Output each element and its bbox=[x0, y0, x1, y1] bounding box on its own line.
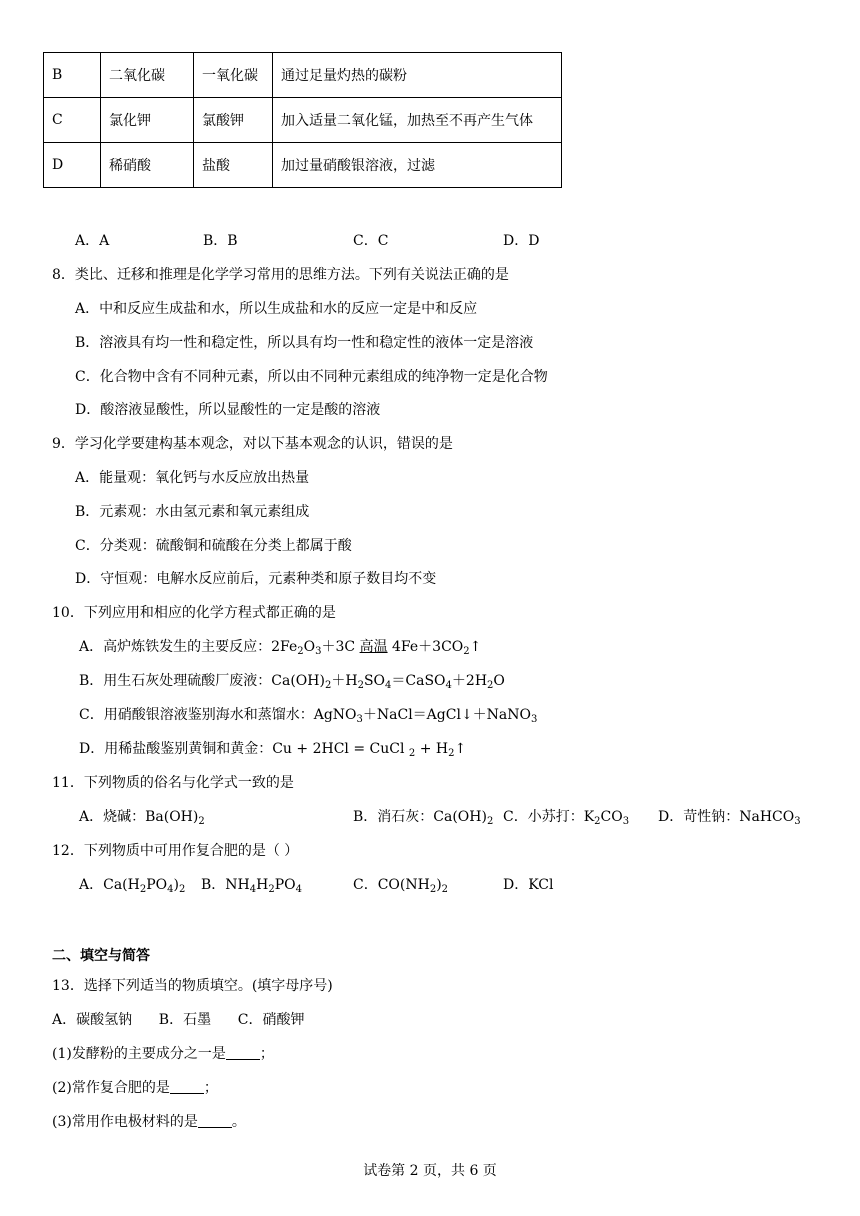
q12-stem: 12．下列物质中可用作复合肥的是（ ） bbox=[52, 843, 299, 859]
row-substance: 氯化钾 bbox=[101, 98, 194, 143]
q10-c-text: C．用硝酸银溶液鉴别海水和蒸馏水：AgNO bbox=[79, 707, 357, 723]
q13-item-1-end: ； bbox=[259, 1046, 274, 1062]
q7-option-b[interactable]: B．B bbox=[203, 233, 238, 249]
q8-option-c[interactable]: C．化合物中含有不同种元素，所以由不同种元素组成的纯净物一定是化合物 bbox=[75, 369, 548, 385]
q9-option-a[interactable]: A．能量观：氧化钙与水反应放出热量 bbox=[75, 470, 310, 486]
q9-stem: 9．学习化学要建构基本观念，对以下基本观念的认识，错误的是 bbox=[52, 436, 453, 452]
q10-option-d[interactable]: D．用稀盐酸鉴别黄铜和黄金：Cu + 2HCl = CuCl $_2 + H_2↑$ bbox=[79, 741, 467, 759]
table-row bbox=[44, 143, 562, 188]
q11-stem: 11．下列物质的俗名与化学式一致的是 bbox=[52, 775, 294, 791]
q9-option-c[interactable]: C．分类观：硫酸铜和硫酸在分类上都属于酸 bbox=[75, 538, 352, 554]
q13-item-2-end: ； bbox=[203, 1080, 218, 1096]
q10-stem: 10．下列应用和相应的化学方程式都正确的是 bbox=[52, 605, 336, 621]
row-method: 加过量硝酸银溶液，过滤 bbox=[273, 143, 562, 188]
q11-d-text: D．苛性钠：NaHCO bbox=[658, 809, 795, 825]
q13-item-1-text: (1)发酵粉的主要成分之一是 bbox=[52, 1046, 226, 1062]
q11-c-text: C．小苏打：K bbox=[503, 809, 595, 825]
table-row bbox=[44, 53, 562, 98]
q13-item-3-text: (3)常用作电极材料的是 bbox=[52, 1114, 198, 1130]
q13-item-3-end: 。 bbox=[231, 1114, 246, 1130]
q12-a-text: A．Ca(H bbox=[79, 877, 140, 893]
q10-d-prefix: D．用稀盐酸鉴别黄铜和黄金：Cu + 2HCl = CuCl bbox=[79, 741, 405, 757]
q10-option-b[interactable]: B．用生石灰处理硫酸厂废液：$Ca(OH)_2+H_2SO_4=CaSO_4+2H_2O$ bbox=[79, 673, 505, 691]
q13-choices: A．碳酸氢钠 B．石墨 C．硝酸钾 bbox=[52, 1012, 305, 1028]
row-letter: D bbox=[44, 143, 101, 188]
answer-blank[interactable] bbox=[170, 1080, 204, 1094]
row-substance: 二氧化碳 bbox=[101, 53, 194, 98]
q11-a-text: A．烧碱：Ba(OH) bbox=[79, 809, 199, 825]
q13-item-2 bbox=[52, 1079, 218, 1097]
q12-option-c[interactable]: C．$CO(NH_2)_2$ bbox=[353, 877, 449, 895]
q7-option-c[interactable]: C．C bbox=[353, 233, 389, 249]
q7-option-a[interactable]: A．A bbox=[75, 233, 110, 249]
q10-a-prefix: A．高炉炼铁发生的主要反应：2Fe bbox=[79, 639, 298, 655]
table-row bbox=[44, 98, 562, 143]
q8-option-a[interactable]: A．中和反应生成盐和水，所以生成盐和水的反应一定是中和反应 bbox=[75, 301, 478, 317]
row-impurity: 一氧化碳 bbox=[194, 53, 273, 98]
q11-option-c[interactable]: C．小苏打：$K_2CO_3$ bbox=[503, 809, 630, 827]
q13-stem: 13．选择下列适当的物质填空。(填字母序号) bbox=[52, 978, 333, 994]
q11-b-text: B．消石灰：Ca(OH) bbox=[353, 809, 487, 825]
page-footer: 试卷第 2 页，共 6 页 bbox=[363, 1163, 497, 1179]
row-impurity: 氯酸钾 bbox=[194, 98, 273, 143]
answer-blank[interactable] bbox=[226, 1046, 260, 1060]
q11-option-d[interactable]: D．苛性钠：NaHCO$_3$ bbox=[658, 809, 801, 827]
q10-a-condition: 高温 bbox=[359, 639, 388, 655]
q13-item-2-text: (2)常作复合肥的是 bbox=[52, 1080, 170, 1096]
row-method: 通过足量灼热的碳粉 bbox=[273, 53, 562, 98]
row-substance: 稀硝酸 bbox=[101, 143, 194, 188]
answer-blank[interactable] bbox=[198, 1114, 232, 1128]
q11-option-a[interactable]: A．烧碱：$Ba(OH)_2$ bbox=[79, 809, 205, 827]
q10-option-a[interactable]: A．高炉炼铁发生的主要反应：$2Fe_2O_3+3C$ 高温 $4Fe+3CO_2↑$ bbox=[79, 639, 482, 657]
q12-option-b[interactable]: B．$NH_4H_2PO_4$ bbox=[201, 877, 302, 895]
q8-stem: 8．类比、迁移和推理是化学学习常用的思维方法。下列有关说法正确的是 bbox=[52, 267, 509, 283]
q9-option-b[interactable]: B．元素观：水由氢元素和氧元素组成 bbox=[75, 504, 310, 520]
q10-option-c[interactable]: C．用硝酸银溶液鉴别海水和蒸馏水：AgNO$_3$＋NaCl＝AgCl↓＋NaNO$_3$ bbox=[79, 707, 538, 725]
q12-option-a[interactable]: A．$Ca(H_2PO_4)_2$ bbox=[79, 877, 186, 895]
row-letter: C bbox=[44, 98, 101, 143]
row-method: 加入适量二氧化锰，加热至不再产生气体 bbox=[273, 98, 562, 143]
q13-item-3 bbox=[52, 1113, 246, 1131]
q9-option-d[interactable]: D．守恒观：电解水反应前后，元素种类和原子数目均不变 bbox=[75, 571, 437, 587]
q10-b-prefix: B．用生石灰处理硫酸厂废液：Ca(OH) bbox=[79, 673, 325, 689]
row-letter: B bbox=[44, 53, 101, 98]
q12-c-text: C．CO(NH bbox=[353, 877, 430, 893]
section-title: 二、填空与简答 bbox=[52, 948, 150, 964]
q13-item-1 bbox=[52, 1045, 274, 1063]
q8-option-b[interactable]: B．溶液具有均一性和稳定性，所以具有均一性和稳定性的液体一定是溶液 bbox=[75, 335, 534, 351]
q11-option-b[interactable]: B．消石灰：$Ca(OH)_2$ bbox=[353, 809, 494, 827]
q7-option-d[interactable]: D．D bbox=[503, 233, 540, 249]
row-impurity: 盐酸 bbox=[194, 143, 273, 188]
q12-option-d[interactable]: D．KCl bbox=[503, 877, 554, 893]
q12-b-text: B．NH bbox=[201, 877, 250, 893]
q8-option-d[interactable]: D．酸溶液显酸性，所以显酸性的一定是酸的溶液 bbox=[75, 402, 381, 418]
separation-table bbox=[43, 52, 562, 188]
